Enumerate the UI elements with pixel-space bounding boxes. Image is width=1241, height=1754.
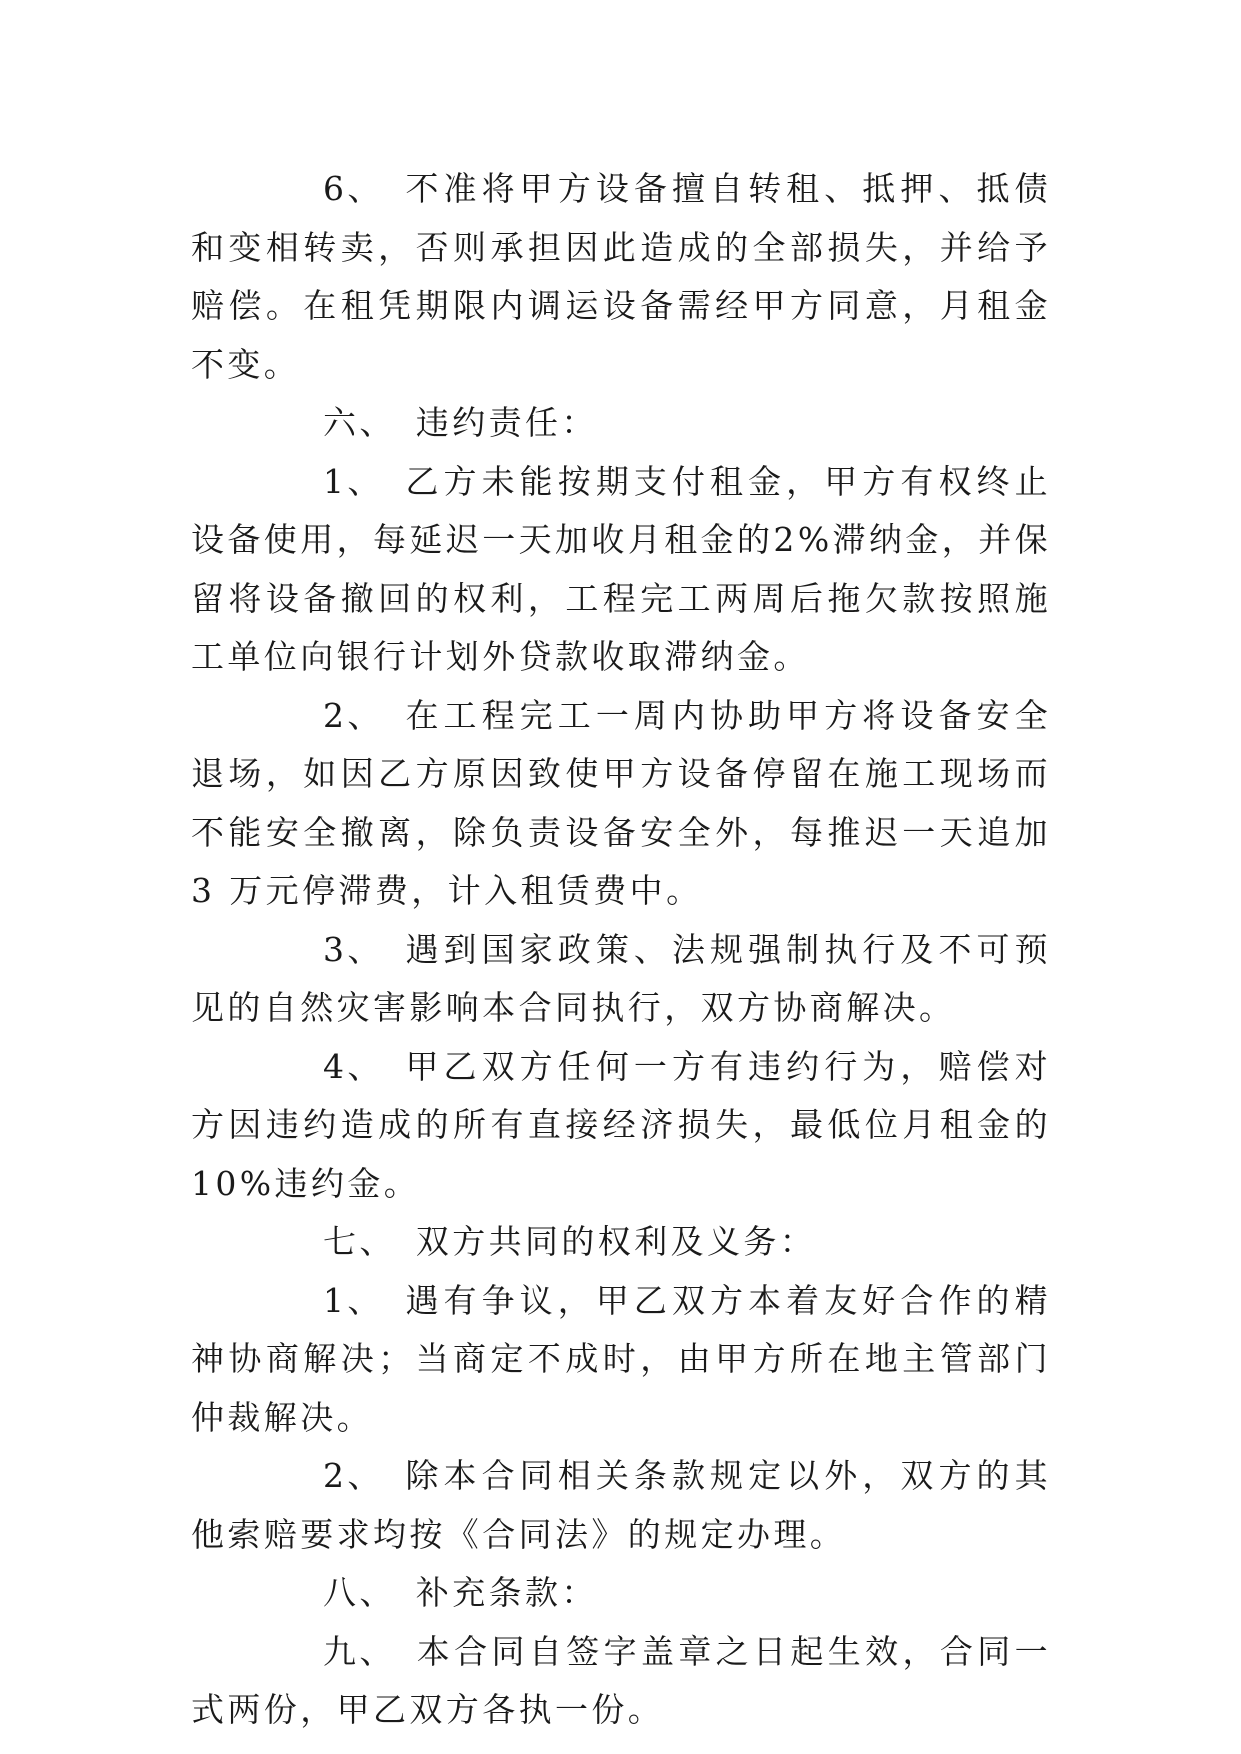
clause-6-4 [191,1038,1051,1214]
clause-6-1 [191,453,1051,687]
clause-6-3 [191,921,1051,1038]
clause-text: 在工程完工一周内协助甲方将设备安全退场，如因乙方原因致使甲方设备停留在施工现场而不能安全撤离，除负责设备安全外，每推迟一天追加 3 万元停滞费，计入租赁费中。 [191,695,1051,910]
clause-text: 遇到国家政策、法规强制执行及不可预见的自然灾害影响本合同执行，双方协商解决。 [191,929,1051,1027]
clause-number: 6、 [323,169,384,208]
section-number: 七、 [323,1222,396,1261]
clause-number: 3、 [323,929,384,969]
section-title: 补充条款： [415,1573,598,1612]
section-number: 六、 [323,403,396,442]
clause-number: 2、 [323,1456,384,1495]
clause-7-2 [191,1447,1051,1564]
clause-text: 除本合同相关条款规定以外，双方的其他索赔要求均按《合同法》的规定办理。 [191,1456,1051,1554]
section-number: 九、 [323,1631,396,1671]
clause-7-1 [191,1272,1051,1448]
clause-6-2 [191,687,1051,921]
clause-number: 1、 [323,461,384,501]
clause-number: 2、 [323,695,384,735]
clause-5-6 [191,160,1051,394]
clause-text: 乙方未能按期支付租金，甲方有权终止设备使用，每延迟一天加收月租金的2%滞纳金，并保留将设备撤回的权利，工程完工两周后拖欠款按照施工单位向银行计划外贷款收取滞纳金。 [191,461,1051,676]
section-8-heading [191,1564,1051,1623]
clause-number: 4、 [323,1046,384,1086]
section-6-heading [191,394,1051,453]
section-title: 双方共同的权利及义务： [415,1222,817,1261]
clause-text: 不准将甲方设备擅自转租、抵押、抵债和变相转卖，否则承担因此造成的全部损失，并给予赔偿。在租凭期限内调运设备需经甲方同意，月租金不变。 [191,169,1051,384]
section-7-heading [191,1213,1051,1272]
section-number: 八、 [323,1573,396,1612]
section-title: 违约责任： [415,403,598,442]
clause-text: 本合同自签字盖章之日起生效，合同一式两份，甲乙双方各执一份。 [191,1631,1051,1729]
clause-number: 1、 [323,1280,384,1320]
clause-text: 遇有争议，甲乙双方本着友好合作的精神协商解决；当商定不成时，由甲方所在地主管部门仲裁解决。 [191,1280,1051,1437]
section-9-clause [191,1623,1051,1740]
clause-text: 甲乙双方任何一方有违约行为，赔偿对方因违约造成的所有直接经济损失，最低位月租金的 10%违约金。 [191,1046,1051,1203]
document-body [191,160,1051,1740]
